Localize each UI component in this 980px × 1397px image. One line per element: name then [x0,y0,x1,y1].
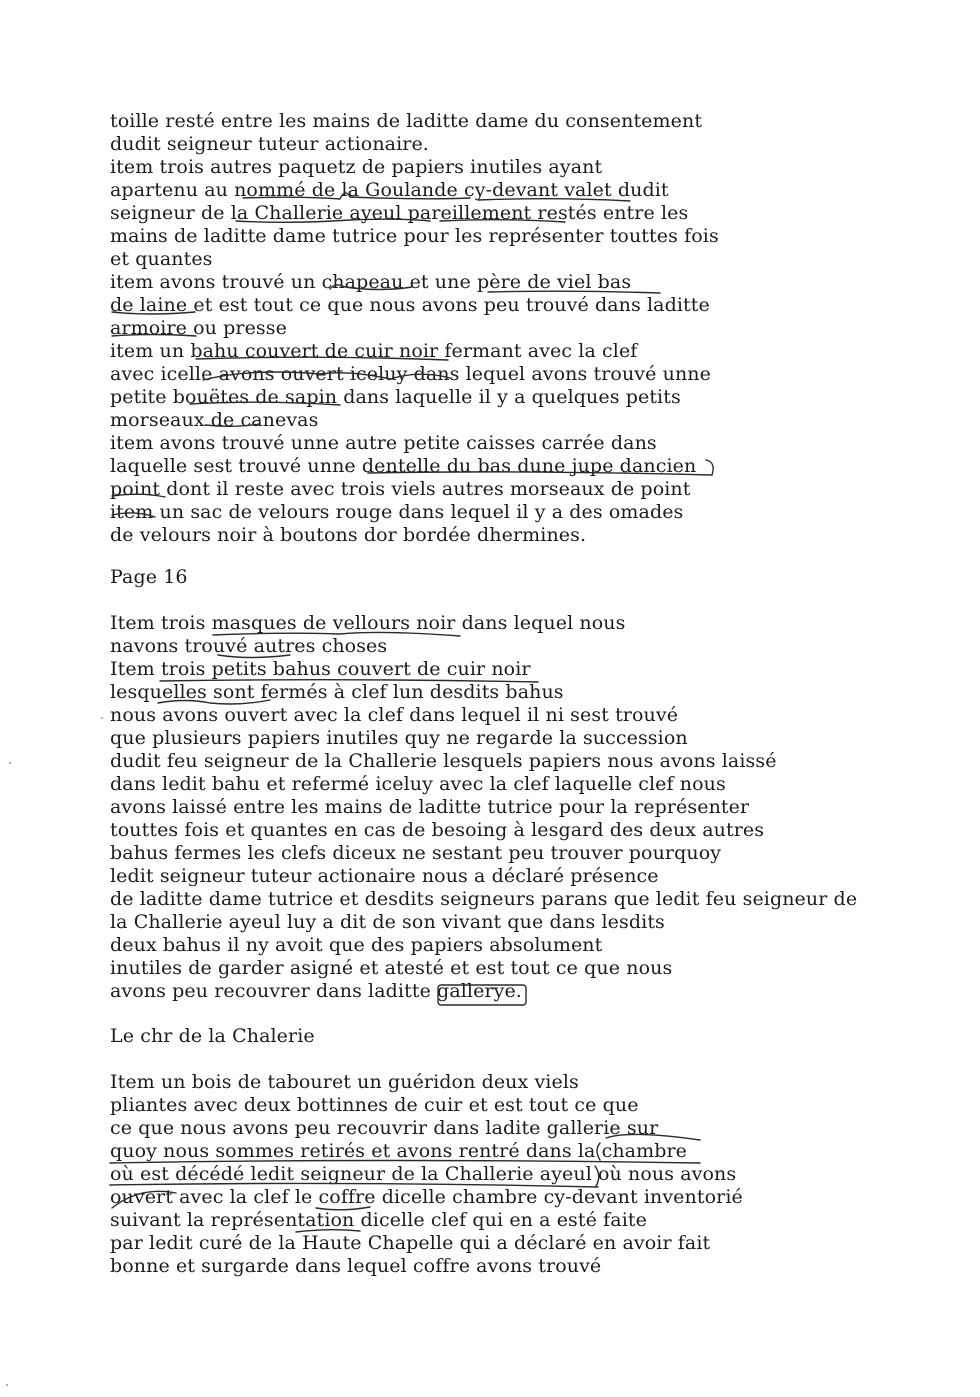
scan-speck [6,1384,8,1386]
text-line: que plusieurs papiers inutiles quy ne regarde la succession [110,727,688,749]
text-line: avons laissé entre les mains de laditte tutrice pour la représenter [110,796,750,818]
text-line: point dont il reste avec trois viels autres morseaux de point [110,478,691,500]
text-line: de laine et est tout ce que nous avons peu trouvé dans laditte [110,294,710,316]
text-line: navons trouvé autres choses [110,635,388,657]
text-line: armoire ou presse [110,317,287,339]
text-line: avec icelle avons ouvert iceluy dans lequel avons trouvé unne [110,363,711,385]
page-label: Page 16 [110,566,188,588]
scan-speck [9,762,11,764]
page-number-heading [110,566,970,589]
text-line: item trois autres paquetz de papiers inutiles ayant [110,156,603,178]
text-line: seigneur de la Challerie ayeul pareillement restés entre les [110,202,689,224]
text-line: laquelle sest trouvé unne dentelle du bas dune jupe dancien [110,455,697,477]
text-line: ce que nous avons peu recouvrir dans ladite gallerie sur [110,1117,659,1139]
text-line: ouvert avec la clef le coffre dicelle chambre cy-devant inventorié [110,1186,743,1208]
text-line: item avons trouvé unne autre petite caisses carrée dans [110,432,657,454]
text-line: pliantes avec deux bottinnes de cuir et est tout ce que [110,1094,639,1116]
text-line: dans ledit bahu et refermé iceluy avec la clef laquelle clef nous [110,773,726,795]
text-line: nous avons ouvert avec la clef dans lequel il ni sest trouvé [110,704,679,726]
signature-line: Le chr de la Chalerie [110,1025,315,1047]
text-line: item avons trouvé un chapeau et une père de viel bas [110,271,632,293]
paragraph-gallery-items [110,1071,970,1278]
text-line: avons peu recouvrer dans laditte gallerye. [110,980,522,1002]
text-line: où est décédé ledit seigneur de la Challerie ayeul où nous avons [110,1163,737,1185]
text-line: quoy nous sommes retirés et avons rentré dans la chambre [110,1140,688,1162]
text-line: ledit seigneur tuteur actionaire nous a déclaré présence [110,865,659,887]
text-line: inutiles de garder asigné et atesté et est tout ce que nous [110,957,673,979]
text-line: dudit seigneur tuteur actionaire. [110,133,429,155]
text-line: touttes fois et quantes en cas de besoing à lesgard des deux autres [110,819,765,841]
paragraph-page-15-continuation [110,110,970,547]
text-line: Item un bois de tabouret un guéridon deux viels [110,1071,579,1093]
text-line: et quantes [110,248,213,270]
text-line: petite bouëtes de sapin dans laquelle il y a quelques petits [110,386,681,408]
text-line: toille resté entre les mains de laditte dame du consentement [110,110,703,132]
scan-speck [101,717,103,719]
paragraph-page-16 [110,612,970,1003]
text-line: Item trois masques de vellours noir dans lequel nous [110,612,626,634]
text-line: la Challerie ayeul luy a dit de son vivant que dans lesdits [110,911,665,933]
signature-block [110,1025,970,1048]
text-line: bonne et surgarde dans lequel coffre avons trouvé [110,1255,602,1277]
text-line: item un bahu couvert de cuir noir fermant avec la clef [110,340,638,362]
text-line: de laditte dame tutrice et desdits seigneurs parans que ledit feu seigneur de [110,888,858,910]
text-line: bahus fermes les clefs diceux ne sestant peu trouver pourquoy [110,842,722,864]
text-line: dudit feu seigneur de la Challerie lesquels papiers nous avons laissé [110,750,777,772]
text-line: par ledit curé de la Haute Chapelle qui a déclaré en avoir fait [110,1232,711,1254]
text-line: suivant la représentation dicelle clef qui en a esté faite [110,1209,647,1231]
text-line: apartenu au nommé de la Goulande cy-devant valet dudit [110,179,669,201]
text-line: item un sac de velours rouge dans lequel il y a des omades [110,501,684,523]
text-line: de velours noir à boutons dor bordée dhermines. [110,524,587,546]
text-line: Item trois petits bahus couvert de cuir noir [110,658,531,680]
text-line: deux bahus il ny avoit que des papiers absolument [110,934,603,956]
text-line: mains de laditte dame tutrice pour les représenter touttes fois [110,225,719,247]
text-line: morseaux de canevas [110,409,319,431]
text-line: lesquelles sont fermés à clef lun desdits bahus [110,681,564,703]
